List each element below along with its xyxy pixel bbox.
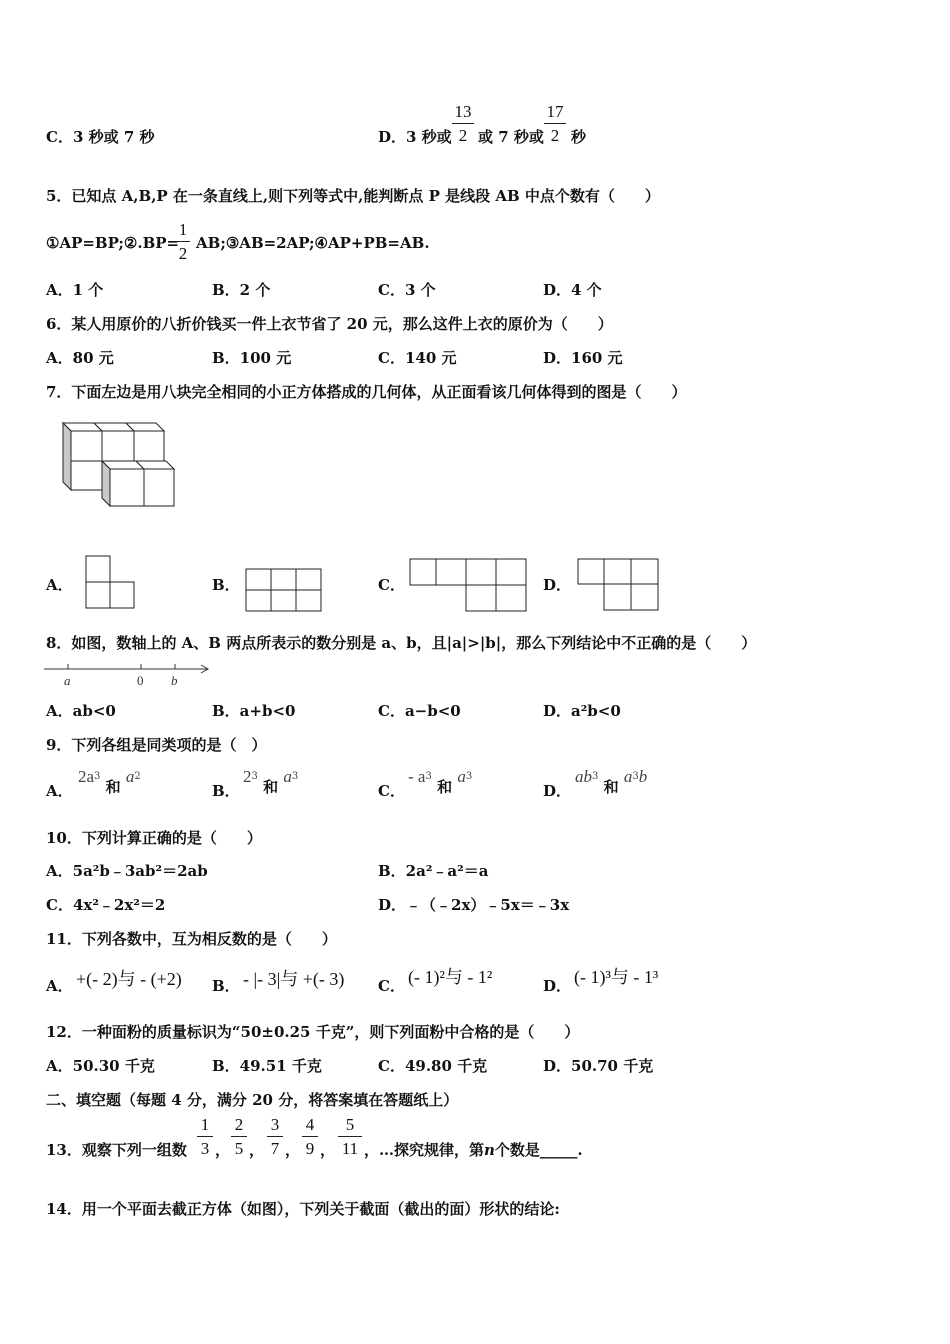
exponent: 2: [134, 771, 141, 782]
q11-label-b: B．: [212, 977, 240, 995]
conjunction: 和: [105, 778, 121, 796]
fraction-denominator: 2: [550, 126, 560, 145]
q13-fraction-4: [302, 1115, 318, 1158]
fraction-numerator: 4: [305, 1115, 315, 1134]
q12-stem: 12．一种面粉的质量标识为“50±0.25 千克”，则下列面粉中合格的是（ ）: [46, 1023, 580, 1041]
q13-fraction-5: [338, 1115, 362, 1158]
fraction-numerator: 2: [234, 1115, 244, 1134]
q7-option-c-figure: [409, 558, 529, 614]
fraction-denominator: 2: [458, 126, 468, 145]
exponent: 3: [632, 771, 639, 782]
q5-option-b: B．2 个: [212, 281, 271, 299]
exponent: 3: [592, 771, 599, 782]
q5-option-a: A．1 个: [46, 281, 104, 299]
fraction-denominator: 11: [341, 1139, 359, 1158]
q8-option-a: A．ab<0: [46, 702, 116, 720]
q13-fraction-3: [267, 1115, 283, 1158]
q4-option-d-part3: 秒: [571, 128, 587, 146]
fraction-denominator: 5: [234, 1139, 244, 1158]
exponent: 3: [291, 771, 299, 782]
fraction-denominator: 2: [178, 244, 188, 263]
exponent: 3: [425, 771, 432, 782]
q6-option-b: B．100 元: [212, 349, 292, 367]
axis-label-b: b: [171, 673, 178, 688]
q4-option-d-part2: 或 7 秒或: [478, 128, 544, 146]
expr-right: a: [283, 767, 292, 786]
q7-stem: 7．下面左边是用八块完全相同的小正方体搭成的几何体，从正面看该几何体得到的图是（ ）: [46, 383, 687, 401]
q13-fraction-1: [197, 1115, 213, 1158]
q5-option-c: C．3 个: [378, 281, 436, 299]
q6-option-c: C．140 元: [378, 349, 457, 367]
q7-label-a: A．: [46, 576, 73, 594]
expr-right: a: [457, 767, 466, 786]
q9-option-d-expr: [575, 767, 648, 796]
fraction-denominator: 3: [200, 1139, 210, 1158]
q11-label-c: C．: [378, 977, 405, 995]
q4-option-d-part1: D．3 秒或: [378, 128, 452, 146]
q13-separator: ，: [215, 1141, 231, 1159]
q6-stem: 6．某人用原价的八折价钱买一件上衣节省了 20 元，那么这件上衣的原价为（ ）: [46, 315, 613, 333]
q13-lead: 13．观察下列一组数: [46, 1141, 187, 1159]
fraction-numerator: 13: [454, 102, 472, 121]
axis-label-zero: 0: [137, 673, 144, 688]
conjunction: 和: [603, 778, 619, 796]
expr-left: - a: [408, 767, 426, 786]
q13-tail: [364, 1141, 583, 1159]
q9-option-c-expr: [408, 767, 473, 796]
fraction-numerator: 1: [200, 1115, 210, 1134]
q13-separator: ，: [320, 1141, 336, 1159]
q8-option-c: C．a−b<0: [378, 702, 461, 720]
q11-option-d-expr: (- 1)³与 - 1³: [574, 967, 659, 987]
q11-option-b-expr: - |- 3|与 +(- 3): [243, 969, 345, 989]
q4-fraction-13-2: [452, 102, 474, 145]
conjunction: 和: [263, 778, 279, 796]
q11-option-a-expr: +(- 2)与 - (+2): [76, 969, 182, 989]
fraction-numerator: 3: [270, 1115, 280, 1134]
q7-option-d-figure: [577, 558, 661, 614]
q9-label-b: B．: [212, 782, 240, 800]
q5-conditions-part1: ①AP=BP;②.BP=: [46, 234, 180, 252]
fraction-numerator: 1: [178, 220, 188, 239]
exponent: 3: [251, 771, 258, 782]
axis-label-a: a: [64, 673, 71, 688]
q7-label-d: D．: [543, 576, 572, 594]
q5-conditions-part2: AB;③AB=2AP;④AP+PB=AB.: [196, 234, 430, 252]
conjunction: 和: [437, 778, 453, 796]
q7-cube-figure: [60, 420, 180, 510]
q11-stem: 11．下列各数中，互为相反数的是（ ）: [46, 930, 337, 948]
q7-label-c: C．: [378, 576, 405, 594]
exponent: 3: [94, 771, 101, 782]
expr-left: ab: [575, 767, 592, 786]
q13-separator: ，: [249, 1141, 265, 1159]
q10-option-d: D．﹣（﹣2x）﹣5x＝﹣3x: [378, 896, 570, 914]
q11-label-a: A．: [46, 977, 73, 995]
q9-option-a-expr: [78, 767, 141, 796]
exponent: 3: [465, 771, 473, 782]
fraction-denominator: 7: [270, 1139, 280, 1158]
q7-option-a-figure: [85, 555, 135, 611]
expr-left: 2: [243, 767, 252, 786]
q14-stem: 14．用一个平面去截正方体（如图），下列关于截面（截出的面）形状的结论:: [46, 1200, 560, 1218]
q5-option-d: D．4 个: [543, 281, 602, 299]
section-2-title: 二、填空题（每题 4 分，满分 20 分，将答案填在答题纸上）: [46, 1091, 459, 1109]
q12-option-b: B．49.51 千克: [212, 1057, 322, 1075]
q10-option-c: C．4x²﹣2x²＝2: [46, 896, 166, 914]
q9-stem: 9．下列各组是同类项的是（ ）: [46, 736, 267, 754]
q12-option-c: C．49.80 千克: [378, 1057, 488, 1075]
q13-tail-part1: ，…探究规律，第: [364, 1141, 485, 1159]
q11-label-d: D．: [543, 977, 572, 995]
q8-stem: 8．如图，数轴上的 A、B 两点所表示的数分别是 a、b，且|a|>|b|，那么下列结论中不正确的是（ ）: [46, 634, 757, 652]
q10-option-a: A．5a²b﹣3ab²＝2ab: [46, 862, 208, 880]
q4-fraction-17-2: [544, 102, 566, 145]
expr-left: 2a: [78, 767, 95, 786]
q12-option-a: A．50.30 千克: [46, 1057, 155, 1075]
q11-option-c-expr: (- 1)²与 - 1²: [408, 967, 493, 987]
q9-label-c: C．: [378, 782, 405, 800]
q13-variable-n: n: [484, 1141, 495, 1159]
fraction-denominator: 9: [305, 1139, 315, 1158]
expr-right: a: [125, 767, 135, 786]
fraction-numerator: 17: [546, 102, 564, 121]
q8-option-b: B．a+b<0: [212, 702, 296, 720]
q13-tail-part2: 个数是_____.: [494, 1141, 583, 1159]
q8-number-line: [44, 660, 214, 690]
fraction-numerator: 5: [345, 1115, 355, 1134]
q7-option-b-figure: [245, 568, 323, 614]
q6-option-d: D．160 元: [543, 349, 623, 367]
q13-separator: ，: [285, 1141, 301, 1159]
q5-fraction-1-2: [176, 220, 190, 263]
q8-option-d: D．a²b<0: [543, 702, 621, 720]
q9-label-a: A．: [46, 782, 73, 800]
q4-option-c: C．3 秒或 7 秒: [46, 128, 155, 146]
q10-stem: 10．下列计算正确的是（ ）: [46, 829, 262, 847]
q10-option-b: B．2a²﹣a²＝a: [378, 862, 489, 880]
q9-option-b-expr: [243, 767, 299, 796]
q12-option-d: D．50.70 千克: [543, 1057, 654, 1075]
q9-label-d: D．: [543, 782, 572, 800]
expr-right-tail: b: [638, 767, 648, 786]
q13-fraction-2: [231, 1115, 247, 1158]
expr-right: a: [623, 767, 633, 786]
q5-stem: 5．已知点 A,B,P 在一条直线上,则下列等式中,能判断点 P 是线段 AB 中点个数有（ ）: [46, 187, 660, 205]
q7-label-b: B．: [212, 576, 240, 594]
q6-option-a: A．80 元: [46, 349, 114, 367]
